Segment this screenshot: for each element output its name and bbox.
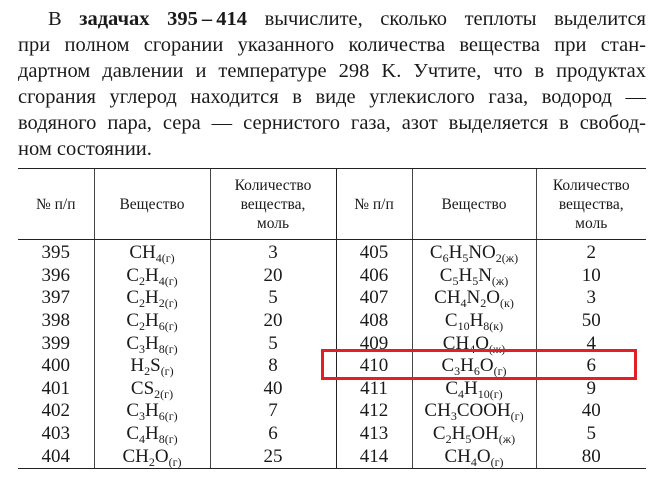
table-row <box>18 310 646 333</box>
statement-line: ном состоянии. <box>18 138 152 160</box>
substance-amount: 50 <box>536 310 646 333</box>
substance-formula: $CH_4O_{(г)}$ <box>412 445 536 468</box>
substance-amount: 3 <box>210 240 336 265</box>
problem-number: 397 <box>41 287 70 309</box>
statement-line: дартном давлении и температуре 298 K. Учтите, что в продуктах <box>18 60 646 82</box>
substance-formula: $CH_4N_2O_{(к)}$ <box>412 287 536 310</box>
problem-number: 410 <box>336 355 412 378</box>
substance-formula: $CH_4O_{(ж)}$ <box>412 332 536 355</box>
problem-number: 403 <box>41 423 70 445</box>
substance-formula: $CS_{2(г)}$ <box>94 378 210 401</box>
substances-table <box>18 168 646 469</box>
problem-number: 409 <box>336 332 412 355</box>
substance-formula: $C_3H_{6(г)}$ <box>94 400 210 423</box>
substance-amount: 40 <box>536 400 646 423</box>
problem-number: 404 <box>18 445 94 468</box>
substance-formula: $C_{10}H_{8(к)}$ <box>412 310 536 333</box>
table-row <box>18 240 646 265</box>
substance-amount: 10 <box>536 265 646 288</box>
substance-amount: 40 <box>210 378 336 401</box>
substance-formula: $C_6H_5NO_{2(ж)}$ <box>412 240 536 265</box>
statement-line: сгорания углерод находится в виде углекислого газа, водород — <box>18 86 646 108</box>
statement-line: В задачах 395 – 414 вычислите, сколько теплоты выделится <box>48 8 646 30</box>
problem-number: 408 <box>336 310 412 333</box>
statement-line: водяного пара, сера — сернистого газа, азот выделяется в свобод- <box>18 112 646 134</box>
problem-number: 414 <box>336 445 412 468</box>
substance-formula: $CH_2O_{(г)}$ <box>94 445 210 468</box>
problem-number: 413 <box>336 423 412 446</box>
table-row <box>18 445 646 468</box>
problem-number: 399 <box>41 332 70 354</box>
problem-number: 395 <box>41 242 70 264</box>
substance-amount: 3 <box>536 287 646 310</box>
substance-amount: 5 <box>210 332 336 355</box>
substance-amount: 7 <box>210 400 336 423</box>
table-row <box>18 423 646 446</box>
substance-formula: $C_3H_{8(г)}$ <box>94 332 210 355</box>
substance-amount: 80 <box>536 445 646 468</box>
table-row <box>18 355 646 378</box>
substance-amount: 4 <box>536 332 646 355</box>
substance-amount: 5 <box>210 287 336 310</box>
substance-amount: 6 <box>210 423 336 446</box>
substance-amount: 6 <box>536 355 646 378</box>
substance-formula: $C_3H_6O_{(г)}$ <box>412 355 536 378</box>
problem-number: 407 <box>336 287 412 310</box>
substance-formula: $CH_3COOH_{(г)}$ <box>412 400 536 423</box>
problem-number: 396 <box>41 264 70 286</box>
header-substance-left: Вещество <box>94 169 210 240</box>
substance-amount: 2 <box>536 240 646 265</box>
substance-amount: 25 <box>210 445 336 468</box>
problem-number: 412 <box>336 400 412 423</box>
header-num-left: № п/п <box>18 169 94 240</box>
table-row <box>18 378 646 401</box>
substance-amount: 20 <box>210 265 336 288</box>
problem-number: 411 <box>336 378 412 401</box>
problem-statement <box>18 6 646 162</box>
substance-formula: $C_4H_{8(г)}$ <box>94 423 210 446</box>
substance-amount: 9 <box>536 378 646 401</box>
header-substance-right: Вещество <box>412 169 536 240</box>
header-amount-right: Количество вещества, моль <box>536 169 646 240</box>
table-row <box>18 400 646 423</box>
substance-formula: $C_2H_5OH_{(ж)}$ <box>412 423 536 446</box>
substance-amount: 5 <box>536 423 646 446</box>
substance-formula: $H_2S_{(г)}$ <box>94 355 210 378</box>
table-row <box>18 287 646 310</box>
problem-number: 405 <box>336 240 412 265</box>
problem-number: 402 <box>41 400 70 422</box>
problem-number: 406 <box>336 265 412 288</box>
header-num-right: № п/п <box>336 169 412 240</box>
substance-formula: $CH_{4(г)}$ <box>94 240 210 265</box>
table-row <box>18 265 646 288</box>
problem-range: задачах 395 – 414 <box>79 8 248 30</box>
statement-line: при полном сгорании указанного количества вещества при стан- <box>18 34 646 56</box>
substance-formula: $C_4H_{10(г)}$ <box>412 378 536 401</box>
substance-formula: $C_2H_{6(г)}$ <box>94 310 210 333</box>
substance-formula: $C_2H_{2(г)}$ <box>94 287 210 310</box>
substance-amount: 20 <box>210 310 336 333</box>
substance-amount: 8 <box>210 355 336 378</box>
problem-number: 401 <box>41 377 70 399</box>
problem-number: 400 <box>41 355 70 377</box>
header-amount-left: Количество вещества, моль <box>210 169 336 240</box>
substance-formula: $C_2H_{4(г)}$ <box>94 265 210 288</box>
table-header-row <box>18 169 646 240</box>
problem-number: 398 <box>41 310 70 332</box>
table-row <box>18 332 646 355</box>
substance-formula: $C_5H_5N_{(ж)}$ <box>412 265 536 288</box>
